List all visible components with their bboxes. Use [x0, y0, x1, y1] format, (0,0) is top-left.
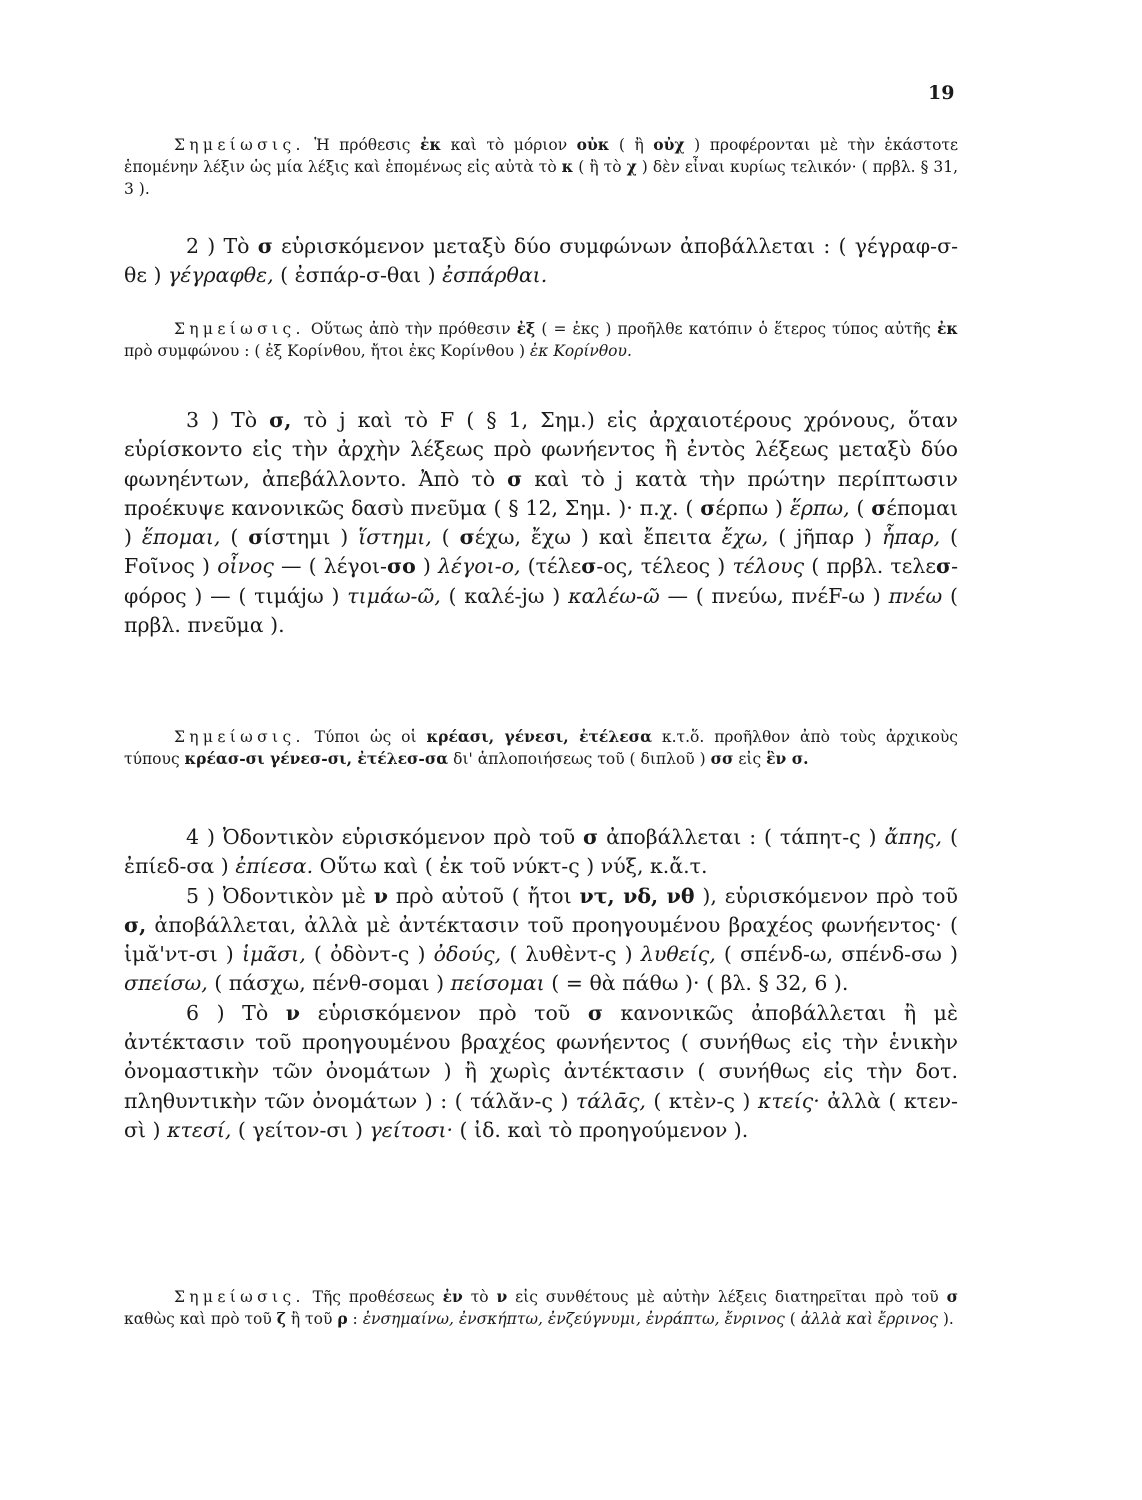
text: ἀλλὰ ( κτεν-σὶ ) [124, 1088, 958, 1142]
text: ( πρβλ. τελε [804, 554, 936, 579]
italic-term: σπείσω, [124, 971, 208, 996]
paragraphs-4-6 [124, 823, 958, 1145]
italic-term: κτεσί, [167, 1117, 232, 1142]
bold-term: χ [626, 157, 637, 176]
text: (τέλε [520, 554, 582, 579]
bold-term: σ [583, 825, 599, 849]
text: ( = θὰ πάθω )· ( βλ. § 32, 6 ). [544, 971, 849, 996]
text: ) δὲν εἶναι κυρίως τελικόν· ( πρβλ. § 31, 3 ). [124, 158, 958, 198]
text: δι' ἁπλοποιήσεως τοῦ ( διπλοῦ ) [448, 750, 711, 768]
text: ( σπένδ-ω, σπένδ-σω ) [715, 942, 958, 967]
italic-term: λέγοι-ο, [438, 554, 521, 579]
text: ( Fοῖνος ) [124, 525, 959, 579]
italic-term: ἄπης, [884, 825, 943, 849]
italic-term: ἐνσημαίνω, ἐνσκήπτω, ἐνζεύγνυμι, ἐνράπτω, ἔνρινος [362, 1310, 785, 1328]
paragraph-4-text [124, 823, 958, 882]
text: τὸ j καὶ τὸ F ( § 1, Σημ.) εἰς ἀρχαιοτέρους χρόνους, ὅταν εὑρίσκοντο εἰς τὴν ἀρχὴν λέξεως πρὸ φωνήεντος ἢ ἐντὸς λέξεως μεταξὺ δύο φωνηέντων, ἀπεβάλλοντο. Ἀπὸ τὸ [124, 408, 958, 491]
text: Οὕτω καὶ ( ἐκ τοῦ νύκτ-ς ) νύξ, κ.ἄ.τ. [313, 854, 708, 879]
text: ( [431, 525, 460, 550]
paragraph-6-text [124, 999, 958, 1145]
bold-term: κρέασι, γένεσι, ἐτέλεσα [426, 727, 652, 746]
italic-term: ἵστημι, [358, 525, 432, 550]
text: εἰς συνθέτους μὲ αὐτὴν λέξεις διατηρεῖται πρὸ τοῦ [507, 1288, 947, 1306]
text: Τῆς προθέσεως [304, 1288, 443, 1306]
bold-term: σ [871, 495, 887, 520]
text: 3 ) Τὸ [186, 408, 270, 432]
note-2-text [124, 318, 958, 362]
bold-term: ν [373, 883, 388, 908]
text: ( πρβλ. πνεῦμα ). [124, 583, 958, 638]
text: ( λυθὲντ-ς ) [501, 942, 641, 967]
text: 4 ) Ὀδοντικὸν εὑρισκόμενον πρὸ τοῦ [186, 825, 584, 849]
italic-term: ὀδούς, [433, 942, 502, 967]
bold-term: σ [935, 554, 952, 579]
bold-term: σ [946, 1287, 958, 1306]
italic-term: ἀλλὰ καὶ ἔρρινος [800, 1310, 938, 1328]
text: ) προφέρονται μὲ τὴν ἑκάστοτε ἑπομένην λέξιν ὡς μία λέξις καὶ ἑπομένως εἰς αὐτὰ τὸ [124, 136, 959, 176]
bold-term: σ [248, 525, 264, 550]
italic-term: πνέω [888, 583, 943, 608]
text: πρὸ αὐτοῦ ( ἤτοι [387, 883, 580, 908]
text: ). [937, 1310, 954, 1328]
bold-term: ἐκ [420, 135, 442, 154]
note-label: Σημείωσις. [174, 1288, 305, 1306]
text: ( = ἐκς ) προῆλθε κατόπιν ὁ ἕτερος τύπος αὐτῆς [535, 320, 937, 338]
text: : [347, 1310, 363, 1328]
italic-term: γέγραφθε, [168, 263, 274, 288]
text: Οὕτως ἀπὸ τὴν πρόθεσιν [304, 320, 517, 338]
text: ( ἢ [609, 136, 654, 154]
text: ( ἢ τὸ [573, 158, 627, 176]
text: εὑρισκόμενον μεταξὺ δύο συμφώνων ἀποβάλλεται : ( γέγραφ-σ-θε ) [124, 234, 958, 288]
text: ἢ τοῦ [285, 1310, 338, 1328]
bold-term: οὐχ [653, 135, 685, 154]
text: 5 ) Ὀδοντικὸν μὲ [186, 883, 374, 908]
text: τὸ [462, 1288, 497, 1306]
text: καὶ τὸ j κατὰ τὴν πρώτην περίπτωσιν προέκυψε κανονικῶς δασὺ πνεῦμα ( § 12, Σημ. )· π.χ. ( [124, 466, 958, 520]
text: πρὸ συμφώνου : ( ἐξ Κορίνθου, ἤτοι ἐκς Κορίνθου ) [124, 342, 530, 360]
text: 6 ) Τὸ [186, 1000, 286, 1025]
text: έχω, ἔχω ) καὶ ἔπειτα [474, 525, 722, 550]
paragraph-3 [124, 406, 958, 640]
bold-term: σ [700, 495, 716, 520]
text: ἀποβάλλεται : ( τάπητ-ς ) [598, 825, 885, 849]
bold-term: σ [581, 554, 597, 579]
note-label: Σημείωσις. [174, 728, 305, 746]
bold-term: σ [507, 466, 523, 491]
note-1 [124, 134, 958, 200]
bold-term: κ [561, 157, 574, 176]
italic-term: κτείς· [757, 1088, 820, 1113]
italic-term: τάλᾱς, [575, 1088, 646, 1113]
text: ( ἐπίεδ-σα ) [124, 825, 958, 879]
bold-term: ἐν [442, 1287, 463, 1306]
italic-term: ἐσπάρθαι. [442, 263, 548, 288]
paragraph-5-text [124, 882, 958, 999]
italic-term: ἐπίεσα. [235, 854, 314, 879]
text: εἰς [733, 750, 767, 768]
italic-term: ἐκ Κορίνθου. [529, 342, 632, 360]
text: ( [784, 1310, 801, 1328]
note-3-text [124, 726, 958, 770]
text: έρπω ) [715, 495, 790, 520]
text: Τύποι ὡς οἱ [304, 728, 427, 746]
bold-term: ντ, νδ, νθ [579, 883, 695, 908]
bold-term: κρέασ-σι γένεσ-σι, ἐτέλεσ-σα [184, 749, 449, 768]
text: κ.τ.ὅ. προῆλθον ἀπὸ τοὺς ἀρχικοὺς τύπους [124, 728, 958, 768]
text: κανονικῶς ἀποβάλλεται ἢ μὲ ἀντέκτασιν τοῦ προηγουμένου βραχέος φωνήεντος ( συνήθως εἰς τὴν ἑνικὴν ὀνομαστικὴν τῶν ὀνομάτων ) ἢ χωρὶς ἀντέκτασιν ( συνήθως εἰς τὴν δοτ. πληθυντικὴν τῶν ὀνομάτων ) : ( τάλᾰν-ς ) [124, 1000, 959, 1113]
text: ( καλέ-jω ) [440, 583, 569, 608]
text: — ( λέγοι- [273, 554, 387, 579]
bold-term: ρ [337, 1309, 348, 1328]
bold-term: ἐξ [516, 319, 536, 338]
page-number: 19 [928, 82, 955, 104]
italic-term: λυθείς, [640, 942, 716, 967]
bold-term: σο [386, 554, 416, 579]
text: ( jῆπαρ ) [768, 525, 882, 550]
text: — ( πνεύω, πνέF-ω ) [659, 583, 889, 608]
paragraph-3-text [124, 406, 958, 640]
italic-term: ἧπαρ, [881, 525, 941, 550]
text: ( [849, 495, 872, 520]
text: 2 ) Τὸ [186, 234, 258, 258]
bold-term: σσ [710, 749, 734, 768]
italic-term: τιμάω-ῶ, [347, 583, 441, 608]
note-2 [124, 318, 958, 362]
italic-term: πείσομαι [450, 971, 545, 996]
text: ( ἐσπάρ-σ-θαι ) [273, 263, 443, 288]
text: ( πάσχω, πένθ-σομαι ) [207, 971, 451, 996]
italic-term: ἔχω, [721, 525, 769, 550]
text: ), εὑρισκόμενον πρὸ τοῦ [694, 883, 958, 908]
bold-term: σ [587, 1000, 603, 1025]
bold-term: ν [285, 1000, 301, 1025]
text: -ος, τέλεος ) [596, 554, 733, 579]
italic-term: καλέω-ῶ [568, 583, 660, 608]
note-label: Σημείωσις. [174, 320, 305, 338]
text: έπομαι ) [124, 495, 958, 550]
italic-term: ἕρπω, [789, 495, 850, 520]
note-label: Σημείωσις. [174, 136, 305, 154]
bold-term: ἓν σ. [766, 749, 809, 768]
bold-term: σ [257, 234, 273, 258]
text: ) [415, 554, 439, 579]
bold-term: ἐκ [936, 319, 958, 338]
bold-term: οὐκ [576, 135, 610, 154]
text: ἀποβάλλεται, ἀλλὰ μὲ ἀντέκτασιν τοῦ προηγουμένου βραχέος φωνήεντος· ( ἱμᾰ'ντ-σι ) [124, 912, 958, 967]
italic-term: τέλους [732, 554, 805, 579]
paragraph-2 [124, 232, 958, 291]
text: καθὼς καὶ πρὸ τοῦ [124, 1310, 277, 1328]
text: ( [220, 525, 249, 550]
bold-term: σ [459, 525, 475, 550]
paragraph-2-text [124, 232, 958, 291]
italic-term: γείτοσι· [369, 1117, 454, 1142]
text: ίστημι ) [263, 525, 359, 550]
text: ( γείτον-σι ) [231, 1117, 370, 1142]
bold-term: σ, [269, 408, 292, 432]
text: καὶ τὸ μόριον [441, 136, 577, 154]
text: εὑρισκόμενον πρὸ τοῦ [300, 1000, 588, 1025]
note-4 [124, 1286, 958, 1330]
bold-term: ν [496, 1287, 508, 1306]
text: -φόρος ) — ( τιμάjω ) [124, 554, 959, 608]
text: ( ἰδ. καὶ τὸ προηγούμενον ). [453, 1117, 749, 1142]
note-4-text [124, 1286, 958, 1330]
bold-term: σ, [124, 912, 147, 937]
note-3 [124, 726, 958, 770]
text: ( ὀδὸντ-ς ) [305, 942, 434, 967]
italic-term: οἶνος [217, 554, 274, 579]
text: Ἡ πρόθεσις [304, 136, 421, 154]
italic-term: ἕπομαι, [141, 525, 221, 550]
note-1-text [124, 134, 958, 200]
italic-term: ἱμᾶσι, [241, 942, 306, 967]
text: ( κτὲν-ς ) [645, 1088, 758, 1113]
bold-term: ζ [276, 1309, 286, 1328]
